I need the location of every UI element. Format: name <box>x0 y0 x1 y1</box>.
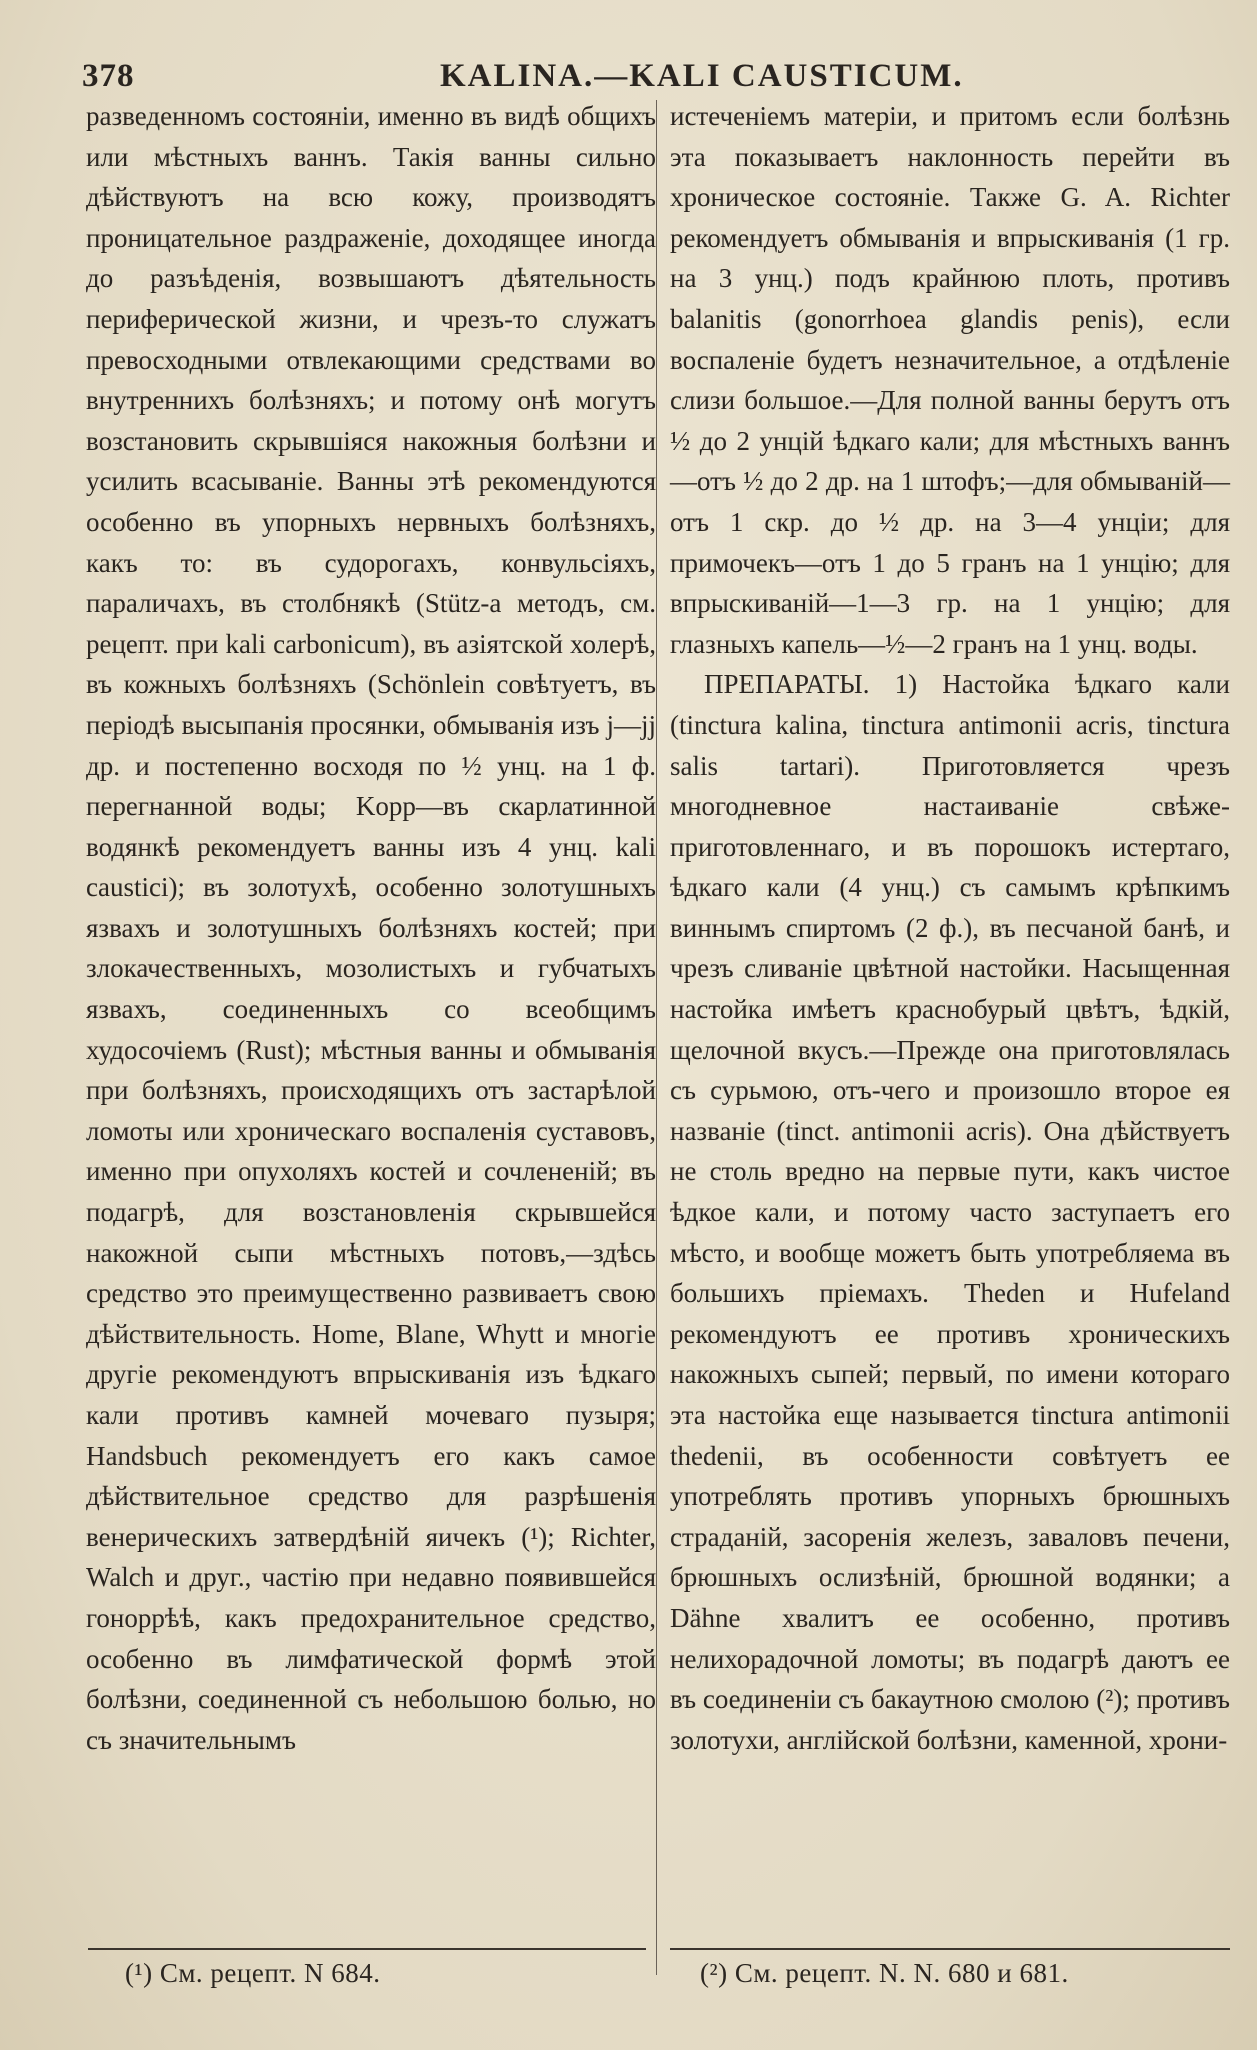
preparations-paragraph: ПРЕПАРАТЫ. 1) Настойка ѣдкаго кали (tinctura kalina, tinctura antimonii acris, tinctura salis tartari). Приготовляется чрезъ многодневное настаиваніе свѣже-приготовленнаго, и въ порошокъ истертаго, ѣдкаго кали (4 унц.) съ самымъ крѣпкимъ виннымъ спиртомъ (2 ф.), въ песчаной банѣ, и чрезъ сливаніе цвѣтной настойки. Насыщенная настойка имѣетъ краснобурый цвѣтъ, ѣдкій, щелочной вкусъ.—Прежде она приготовлялась съ сурьмою, отъ-чего и произошло второе ея названіе (tinct. antimonii acris). Она дѣйствуетъ не столь вредно на первые пути, какъ чистое ѣдкое кали, и потому часто заступаетъ его мѣсто, и вообще можетъ быть употребляема въ большихъ пріемахъ. Theden и Hufeland рекомендуютъ ее противъ хроническихъ накожныхъ сыпей; первый, по имени котораго эта настойка еще называется tinctura antimonii thedenii, въ особенности совѣтуетъ ее употреблять противъ упорныхъ брюшныхъ страданій, засоренія железъ, заваловъ печени, брюшныхъ ослизѣній, брюшной водянки; а Dähne хвалитъ ее особенно, противъ нелихорадочной ломоты; въ подагрѣ даютъ ее въ соединеніи съ бакаутною смолою (²); противъ золотухи, англійской болѣзни, каменной, хрони- <box>670 669 1230 1755</box>
footnote-rule-left <box>88 1948 646 1950</box>
footnote-rule-right <box>670 1948 1230 1950</box>
footnote-left: (¹) См. рецепт. N 684. <box>125 1958 381 1988</box>
right-column <box>670 96 1230 1760</box>
footnote-right: (²) См. рецепт. N. N. 680 и 681. <box>700 1958 1069 1988</box>
right-column-text: истеченіемъ матеріи, и притомъ если болѣзнь эта показываетъ наклонность перейти въ хроническое состояніе. Также G. A. Richter рекомендуетъ обмыванія и впрыскиванія (1 гр. на 3 унц.) подъ крайнюю плоть, противъ balanitis (gonorrhoea glandis penis), если воспаленіе будетъ незначительное, а отдѣленіе слизи большое.—Для полной ванны берутъ отъ ½ до 2 унцій ѣдкаго кали; для мѣстныхъ ваннъ—отъ ½ до 2 др. на 1 штофъ;—для обмываній—отъ 1 скр. до ½ др. на 3—4 унціи; для примочекъ—отъ 1 до 5 гранъ на 1 унцію; для впрыскиваній—1—3 гр. на 1 унцію; для глазныхъ капель—½—2 гранъ на 1 унц. воды. <box>670 101 1230 659</box>
column-divider <box>656 100 657 1975</box>
page-number: 378 <box>82 58 135 94</box>
running-title: KALINA.—KALI CAUSTICUM. <box>440 58 964 94</box>
left-column-text: разведенномъ состояніи, именно въ видѣ общихъ или мѣстныхъ ваннъ. Такія ванны сильно дѣйствуютъ на всю кожу, производятъ проницательное раздраженіе, доходящее иногда до разъѣденія, возвышаютъ дѣятельность периферической жизни, и чрезъ-то служатъ превосходными отвлекающими средствами во внутреннихъ болѣзняхъ; и потому онѣ могутъ возстановить скрывшіяся накожныя болѣзни и усилить всасываніе. Ванны этѣ рекомендуются особенно въ упорныхъ нервныхъ болѣзняхъ, какъ то: въ судорогахъ, конвульсіяхъ, параличахъ, въ столбнякѣ (Stütz-а методъ, см. рецепт. при kali carbonicum), въ азіятской холерѣ, въ кожныхъ болѣзняхъ (Schönlein совѣтуетъ, въ періодѣ высыпанія просянки, обмыванія изъ j—jj др. и постепенно восходя по ½ унц. на 1 ф. перегнанной воды; Kopp—въ скарлатинной водянкѣ рекомендуетъ ванны изъ 4 унц. kali caustici); въ золотухѣ, особенно золотушныхъ язвахъ и золотушныхъ болѣзняхъ костей; при злокачественныхъ, мозолистыхъ и губчатыхъ язвахъ, соединенныхъ со всеобщимъ худосочіемъ (Rust); мѣстныя ванны и обмыванія при болѣзняхъ, происходящихъ отъ застарѣлой ломоты или хроническаго воспаленія суставовъ, именно при опухоляхъ костей и сочлененій; въ подагрѣ, для возстановленія скрывшейся накожной сыпи мѣстныхъ потовъ,—здѣсь средство это преимущественно развиваетъ свою дѣйствительность. Home, Blane, Whytt и многіе другіе рекомендуютъ впрыскиванія изъ ѣдкаго кали противъ камней мочеваго пузыря; Handsbuch рекомендуетъ его какъ самое дѣйствительное средство для разрѣшенія венерическихъ затвердѣній яичекъ (¹); Richter, Walch и друг., частію при недавно появившейся гоноррѣѣ, какъ предохранительное средство, особенно въ лимфатической формѣ этой болѣзни, соединенной съ небольшою болью, но съ значительнымъ <box>86 101 656 1755</box>
left-column <box>86 96 656 1760</box>
